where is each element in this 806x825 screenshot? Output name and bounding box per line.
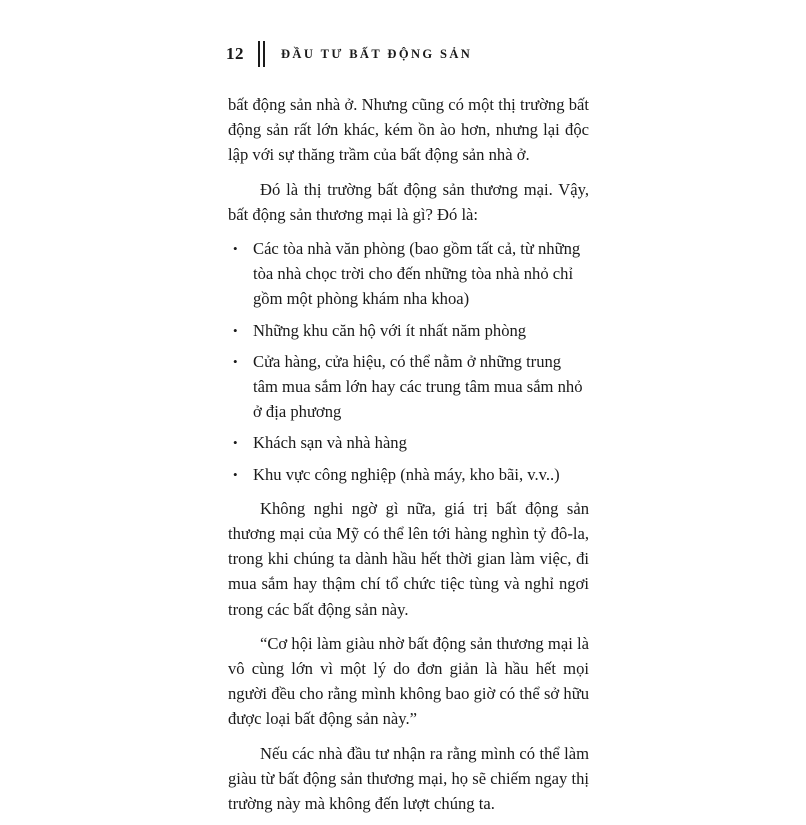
bullet-item: • Cửa hàng, cửa hiệu, có thể nằm ở những trung tâm mua sắm lớn hay các trung tâm mua sắm nhỏ ở địa phương [228,349,589,425]
bullet-item: • Những khu căn hộ với ít nhất năm phòng [228,318,589,343]
paragraph: Đó là thị trường bất động sản thương mại. Vậy, bất động sản thương mại là gì? Đó là: [228,179,589,224]
paragraph: bất động sản nhà ở. Nhưng cũng có một thị trường bất động sản rất lớn khác, kém ồn ào hơn, nhưng lại độc lập với sự thăng trầm của bất động sản nhà ở. [228,95,589,165]
paragraph: Không nghi ngờ gì nữa, giá trị bất động sản thương mại của Mỹ có thể lên tới hàng nghìn tỷ đô-la, trong khi chúng ta dành hầu hết thời gian làm việc, đi mua sắm hay thậm chí tổ chức tiệc tùng và nghỉ ngơi trong các bất động sản này. [228,498,589,619]
bullet-item: • Khách sạn và nhà hàng [228,430,589,455]
header-divider [258,41,265,67]
bullet-list [228,236,589,487]
page-number: 12 [226,44,244,63]
page-body [228,92,589,825]
page-header [226,40,472,68]
quote-paragraph: “Cơ hội làm giàu nhờ bất động sản thương mại là vô cùng lớn vì một lý do đơn giản là hầu hết mọi người đều cho rằng mình không bao giờ có thể sở hữu được loại bất động sản này.” [228,633,589,729]
running-title: ĐẦU TƯ BẤT ĐỘNG SẢN [281,46,473,61]
bullet-item: • Các tòa nhà văn phòng (bao gồm tất cả, từ những tòa nhà chọc trời cho đến những tòa nhà nhỏ chỉ gồm một phòng khám nha khoa) [228,236,589,312]
paragraph: Nếu các nhà đầu tư nhận ra rằng mình có thể làm giàu từ bất động sản thương mại, họ sẽ chiếm ngay thị trường này mà không đến lượt chúng ta. [228,743,589,814]
bullet-item: • Khu vực công nghiệp (nhà máy, kho bãi, v.v..) [228,462,589,487]
